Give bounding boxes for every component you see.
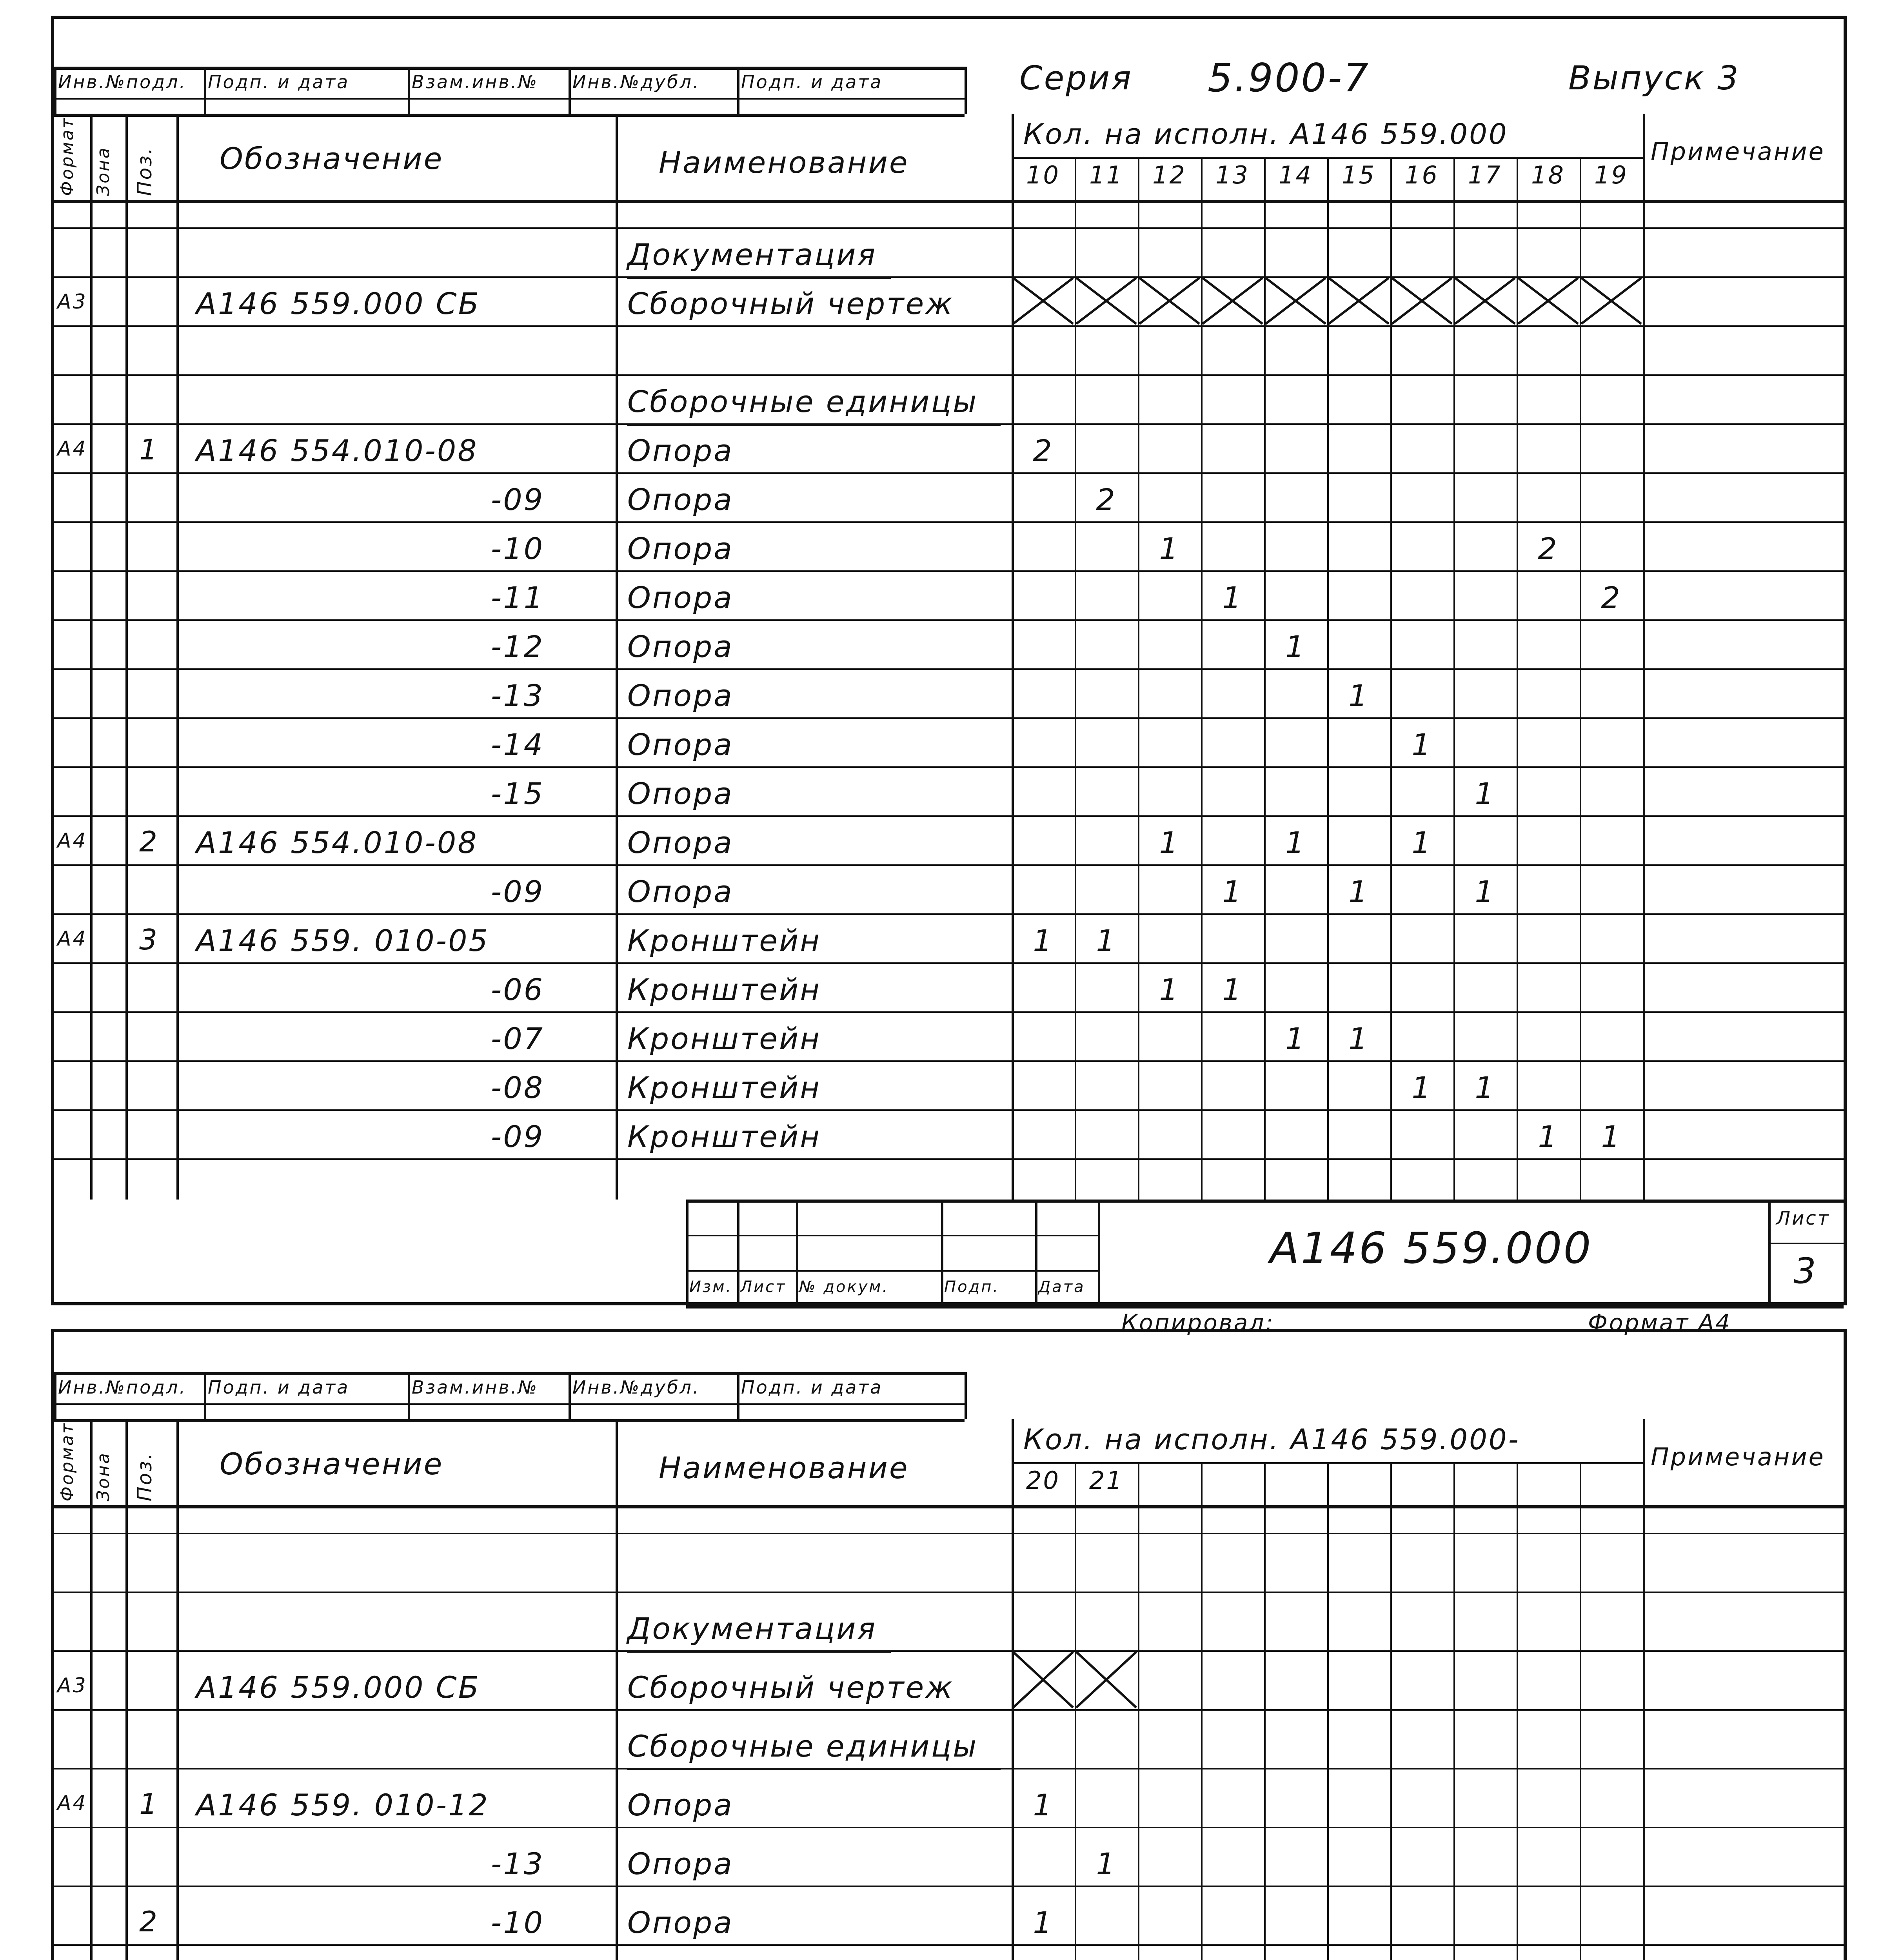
title-block-line <box>686 1305 1844 1308</box>
cross-mark-icon <box>1201 276 1264 325</box>
row-quantity: 1 <box>1285 629 1306 664</box>
cross-mark-icon <box>1453 276 1517 325</box>
row-oboznachenie: А146 554.010-08 <box>196 825 478 860</box>
cross-mark-icon <box>1264 276 1327 325</box>
stamp-line <box>569 1372 571 1419</box>
title-block-label: № докум. <box>799 1278 889 1296</box>
row-quantity: 1 <box>1412 727 1432 762</box>
title-block-line <box>796 1200 798 1305</box>
row-poz: 2 <box>139 825 159 858</box>
row-line <box>54 766 1844 768</box>
stamp-line <box>965 1372 967 1419</box>
cross-mark-icon <box>1138 276 1201 325</box>
row-naimenovanie: Опора <box>627 531 734 566</box>
row-quantity: 1 <box>1538 1119 1559 1154</box>
section-underline <box>627 276 891 279</box>
row-oboznachenie: -13 <box>490 1846 545 1881</box>
sheet-1 <box>51 16 1847 1305</box>
row-naimenovanie: Документация <box>627 237 877 272</box>
row-naimenovanie: Сборочные единицы <box>627 1729 978 1764</box>
row-naimenovanie: Опора <box>627 580 734 615</box>
row-quantity: 1 <box>1475 1070 1495 1105</box>
stamp-line <box>54 1372 965 1375</box>
kol-column-number: 20 <box>1026 1466 1060 1495</box>
kol-column-number: 21 <box>1089 1466 1123 1495</box>
row-quantity: 1 <box>1348 678 1369 713</box>
row-naimenovanie: Опора <box>627 482 734 517</box>
column-line <box>176 1419 179 1960</box>
column-zona-label: Зона <box>93 1452 113 1501</box>
row-quantity: 1 <box>1285 825 1306 860</box>
seria-label: Серия <box>1019 59 1133 97</box>
stamp-line <box>54 98 965 100</box>
row-oboznachenie: А146 559.000 СБ <box>196 1670 480 1705</box>
stamp-line <box>408 67 410 114</box>
row-line <box>54 619 1844 621</box>
stamp-line <box>54 1372 56 1419</box>
row-oboznachenie: А146 559.000 СБ <box>196 286 480 321</box>
column-oboznachenie-label: Обозначение <box>220 1446 444 1481</box>
row-quantity: 1 <box>1096 923 1117 958</box>
list-label: Лист <box>1776 1207 1830 1229</box>
row-line <box>54 521 1844 523</box>
sheet-2 <box>51 1329 1847 1960</box>
stamp-cell-label: Подп. и дата <box>208 71 350 93</box>
row-naimenovanie: Опора <box>627 1788 734 1822</box>
cross-mark-icon <box>1075 1650 1138 1709</box>
title-block-line <box>686 1200 688 1305</box>
row-line <box>54 668 1844 670</box>
row-line <box>54 1011 1844 1013</box>
stamp-line <box>569 67 571 114</box>
row-poz: 1 <box>139 433 159 466</box>
row-oboznachenie: -15 <box>490 776 545 811</box>
section-underline <box>627 1650 891 1653</box>
kol-column-number: 14 <box>1279 161 1313 189</box>
title-block-label: Подп. <box>944 1278 1000 1296</box>
stamp-line <box>204 1372 206 1419</box>
row-naimenovanie: Сборочный чертеж <box>627 1670 954 1705</box>
row-format: А3 <box>57 290 87 314</box>
title-block-line <box>1098 1200 1100 1305</box>
stamp-line <box>204 67 206 114</box>
row-naimenovanie: Кронштейн <box>627 923 821 958</box>
seria-value: 5.900-7 <box>1208 55 1370 101</box>
stamp-line <box>737 67 739 114</box>
row-naimenovanie: Опора <box>627 874 734 909</box>
column-format-label: Формат <box>57 116 77 196</box>
row-quantity: 1 <box>1475 776 1495 811</box>
stamp-line <box>737 1372 739 1419</box>
row-quantity: 1 <box>1348 874 1369 909</box>
cross-mark-icon <box>1327 276 1390 325</box>
row-quantity: 1 <box>1285 1021 1306 1056</box>
row-naimenovanie: Кронштейн <box>627 1119 821 1154</box>
kol-column-number: 15 <box>1342 161 1376 189</box>
row-quantity: 1 <box>1222 874 1243 909</box>
header-bottom-line <box>54 1505 1844 1508</box>
cross-mark-icon <box>1012 1650 1075 1709</box>
column-zona-label: Зона <box>93 146 113 196</box>
cross-mark-icon <box>1075 276 1138 325</box>
row-poz: 1 <box>139 1788 159 1820</box>
kol-column-number: 12 <box>1152 161 1186 189</box>
stamp-line <box>54 1419 965 1422</box>
title-block-label: Дата <box>1038 1278 1085 1296</box>
row-naimenovanie: Опора <box>627 433 734 468</box>
row-line <box>54 374 1844 376</box>
row-oboznachenie: -10 <box>490 1905 545 1940</box>
row-quantity: 1 <box>1033 1788 1054 1822</box>
stamp-line <box>965 67 967 114</box>
cross-mark-icon <box>1517 276 1580 325</box>
stamp-cell-label: Подп. и дата <box>741 71 883 93</box>
format-label: Формат А4 <box>1588 1309 1732 1336</box>
stamp-line <box>54 67 965 70</box>
row-line <box>54 1060 1844 1062</box>
row-quantity: 1 <box>1412 825 1432 860</box>
row-line <box>54 1650 1844 1652</box>
row-quantity: 1 <box>1475 874 1495 909</box>
kopiroval-label: Копировал: <box>1121 1309 1275 1336</box>
column-naimenovanie-label: Наименование <box>659 1450 909 1485</box>
title-block-line <box>941 1200 943 1305</box>
column-format-label: Формат <box>57 1422 77 1501</box>
kol-column-number: 10 <box>1026 161 1060 189</box>
row-quantity: 1 <box>1601 1119 1622 1154</box>
row-line <box>54 913 1844 915</box>
row-naimenovanie: Опора <box>627 1905 734 1940</box>
row-line <box>54 472 1844 474</box>
row-poz: 3 <box>139 923 159 956</box>
row-quantity: 1 <box>1412 1070 1432 1105</box>
row-oboznachenie: -11 <box>490 580 545 615</box>
stamp-cell-label: Инв.№дубл. <box>572 1377 700 1398</box>
title-block-line <box>1768 1200 1771 1305</box>
row-oboznachenie: -09 <box>490 1119 545 1154</box>
kol-title: Кол. на исполн. А146 559.000 <box>1023 118 1508 151</box>
stamp-cell-label: Подп. и дата <box>741 1377 883 1398</box>
title-block-line <box>1035 1200 1037 1305</box>
row-naimenovanie: Кронштейн <box>627 972 821 1007</box>
stamp-line <box>54 67 56 114</box>
row-oboznachenie: -06 <box>490 972 545 1007</box>
row-line <box>54 1886 1844 1887</box>
row-quantity: 1 <box>1348 1021 1369 1056</box>
row-line <box>54 1533 1844 1534</box>
kol-column-number: 16 <box>1405 161 1439 189</box>
stamp-cell-label: Инв.№дубл. <box>572 71 700 93</box>
row-format: А4 <box>57 927 87 951</box>
stamp-cell-label: Взам.инв.№ <box>412 1377 539 1398</box>
row-quantity: 2 <box>1033 433 1054 468</box>
stamp-cell-label: Инв.№подл. <box>58 1377 187 1398</box>
row-oboznachenie: -09 <box>490 482 545 517</box>
header-bottom-line <box>54 200 1844 203</box>
cross-mark-icon <box>1580 276 1643 325</box>
section-underline <box>627 423 1001 426</box>
row-naimenovanie: Опора <box>627 727 734 762</box>
row-naimenovanie: Кронштейн <box>627 1070 821 1105</box>
section-underline <box>627 1768 1001 1770</box>
row-quantity: 2 <box>1096 482 1117 517</box>
row-naimenovanie: Опора <box>627 825 734 860</box>
row-line <box>54 815 1844 817</box>
column-line <box>125 1419 128 1960</box>
row-line <box>54 717 1844 719</box>
row-oboznachenie: -13 <box>490 678 545 713</box>
row-naimenovanie: Документация <box>627 1611 877 1646</box>
row-oboznachenie: А146 559. 010-12 <box>196 1788 489 1822</box>
row-format: А3 <box>57 1674 87 1697</box>
row-oboznachenie: -12 <box>490 629 545 664</box>
kol-column-number: 18 <box>1531 161 1565 189</box>
kol-column-number: 17 <box>1468 161 1502 189</box>
title-block-label: Лист <box>740 1278 787 1296</box>
column-line <box>616 1419 618 1960</box>
vypusk-label: Выпуск 3 <box>1568 59 1740 97</box>
column-poz-label: Поз. <box>133 146 156 196</box>
row-quantity: 1 <box>1159 972 1180 1007</box>
row-line <box>54 1944 1844 1946</box>
stamp-line <box>54 114 965 117</box>
row-line <box>54 1709 1844 1711</box>
title-block-line <box>737 1200 739 1305</box>
column-naimenovanie-label: Наименование <box>659 145 909 180</box>
row-quantity: 1 <box>1159 531 1180 566</box>
stamp-cell-label: Взам.инв.№ <box>412 71 539 93</box>
stamp-cell-label: Инв.№подл. <box>58 71 187 93</box>
title-block-line <box>1768 1243 1844 1244</box>
column-primechanie-label: Примечание <box>1651 137 1825 166</box>
list-number: 3 <box>1793 1250 1818 1292</box>
column-oboznachenie-label: Обозначение <box>220 141 444 176</box>
row-format: А4 <box>57 829 87 853</box>
row-naimenovanie: Кронштейн <box>627 1021 821 1056</box>
row-format: А4 <box>57 437 87 461</box>
kol-column-number: 11 <box>1089 161 1123 189</box>
row-quantity: 1 <box>1222 580 1243 615</box>
cross-mark-icon <box>1390 276 1453 325</box>
row-naimenovanie: Опора <box>627 678 734 713</box>
row-line <box>54 570 1844 572</box>
cross-mark-icon <box>1012 276 1075 325</box>
document-code: А146 559.000 <box>1270 1223 1593 1273</box>
row-line <box>54 325 1844 327</box>
column-line <box>90 1419 93 1960</box>
row-quantity: 1 <box>1222 972 1243 1007</box>
row-naimenovanie: Опора <box>627 1846 734 1881</box>
row-line <box>54 962 1844 964</box>
row-format: А4 <box>57 1791 87 1815</box>
row-line <box>54 227 1844 229</box>
row-quantity: 2 <box>1601 580 1622 615</box>
column-poz-label: Поз. <box>133 1452 156 1501</box>
row-oboznachenie: -09 <box>490 874 545 909</box>
row-oboznachenie: -14 <box>490 727 545 762</box>
column-primechanie-label: Примечание <box>1651 1443 1825 1471</box>
row-oboznachenie: А146 559. 010-05 <box>196 923 489 958</box>
row-poz: 2 <box>139 1905 159 1938</box>
row-oboznachenie: -07 <box>490 1021 545 1056</box>
kol-title: Кол. на исполн. А146 559.000- <box>1023 1423 1520 1456</box>
kol-column-number: 19 <box>1594 161 1628 189</box>
row-naimenovanie: Сборочные единицы <box>627 384 978 419</box>
row-line <box>54 864 1844 866</box>
row-line <box>54 1592 1844 1593</box>
stamp-line <box>54 1403 965 1405</box>
row-quantity: 1 <box>1159 825 1180 860</box>
row-naimenovanie: Сборочный чертеж <box>627 286 954 321</box>
column-line <box>1643 1419 1645 1960</box>
title-block-line <box>686 1200 1844 1203</box>
stamp-line <box>408 1372 410 1419</box>
row-quantity: 1 <box>1033 1905 1054 1940</box>
row-naimenovanie: Опора <box>627 629 734 664</box>
row-oboznachenie: -10 <box>490 531 545 566</box>
stamp-cell-label: Подп. и дата <box>208 1377 350 1398</box>
row-naimenovanie: Опора <box>627 776 734 811</box>
row-line <box>54 1158 1844 1160</box>
title-block-label: Изм. <box>689 1278 733 1296</box>
row-oboznachenie: -08 <box>490 1070 545 1105</box>
row-line <box>54 1109 1844 1111</box>
row-quantity: 1 <box>1033 923 1054 958</box>
kol-column-number: 13 <box>1215 161 1250 189</box>
row-line <box>54 1827 1844 1828</box>
row-quantity: 1 <box>1096 1846 1117 1881</box>
row-oboznachenie: А146 554.010-08 <box>196 433 478 468</box>
row-quantity: 2 <box>1538 531 1559 566</box>
